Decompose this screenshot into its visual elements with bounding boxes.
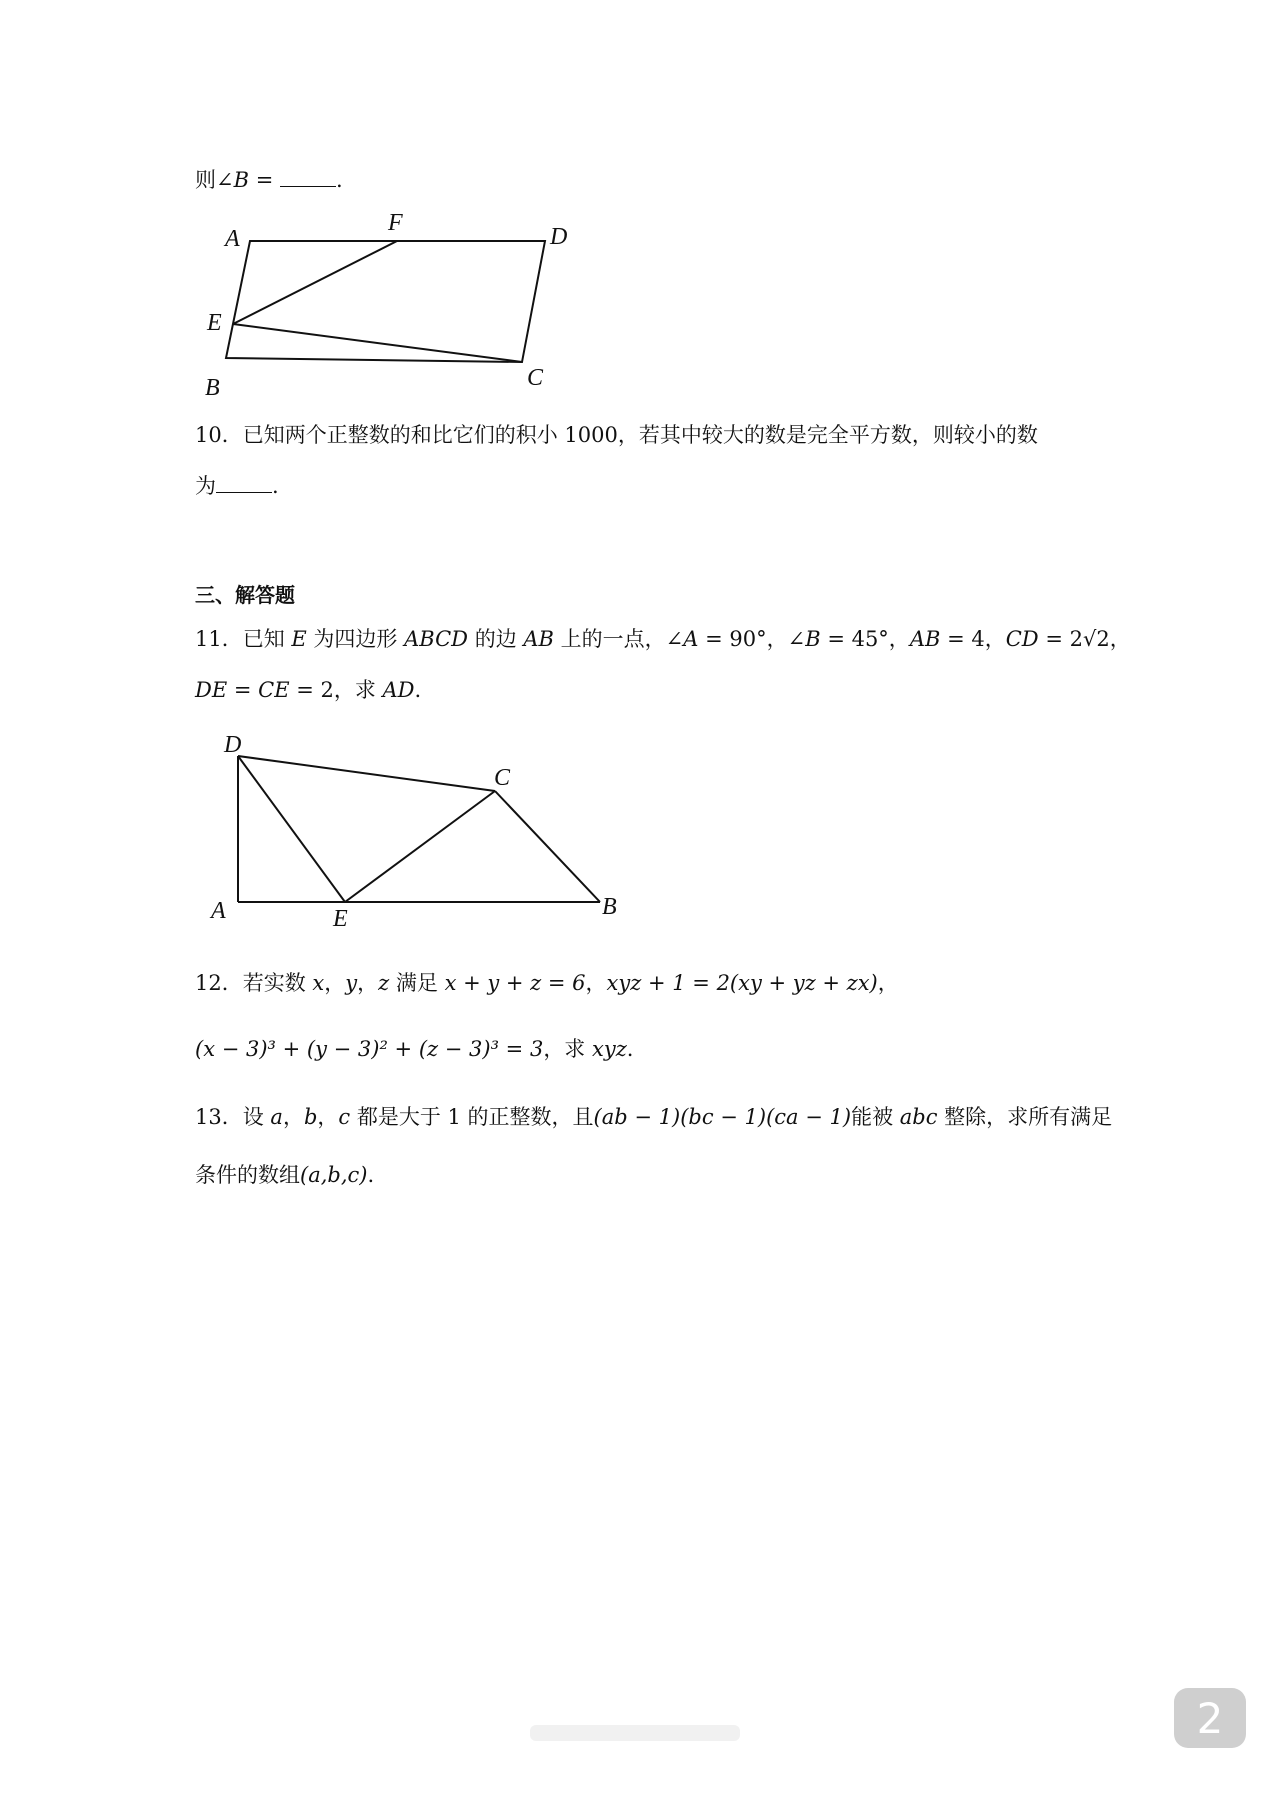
q9-var: B (233, 168, 250, 192)
q13-var-a: a (270, 1105, 283, 1129)
q10-line-2 (195, 471, 279, 501)
label-f: F (388, 210, 403, 236)
q13-var-abc: abc (899, 1105, 938, 1129)
section-heading: 三、解答题 (195, 583, 295, 607)
label-c: C (494, 765, 511, 791)
q12-line-2 (195, 1034, 633, 1064)
q13-c1: ， (282, 1105, 304, 1129)
label-e: E (333, 906, 348, 932)
q10-line-1: 10．已知两个正整数的和比它们的积小 1000，若其中较大的数是完全平方数，则较小的数 (195, 423, 1038, 447)
page-number-badge: 2 (1174, 1688, 1246, 1748)
q11-var-ab2: AB (909, 627, 941, 651)
figure-parallelogram (195, 210, 595, 410)
q13-var-b: b (303, 1105, 318, 1129)
q12-var-y: y (345, 971, 358, 995)
segment-de (238, 756, 345, 902)
q11-var-abcd: ABCD (404, 627, 469, 651)
q12-eq1: x + y + z = 6 (444, 971, 586, 995)
q9-eq: = (249, 168, 280, 192)
q12-c2: ， (357, 971, 379, 995)
q13-line-2 (195, 1160, 374, 1190)
q12-var-z: z (378, 971, 390, 995)
bottom-scroll-indicator[interactable] (530, 1725, 740, 1741)
q13-var-c: c (338, 1105, 351, 1129)
segment-ef (233, 241, 397, 324)
q13-t5: 条件的数组 (195, 1163, 300, 1187)
q13-t2: 都是大于 1 的正整数，且 (350, 1105, 594, 1129)
q11-line-2 (195, 675, 421, 705)
q11-t2: 为四边形 (306, 627, 405, 651)
q10-end: . (272, 474, 279, 498)
q12-eq2: xyz + 1 = 2(xy + yz + zx) (606, 971, 878, 995)
q13-expr: (ab − 1)(bc − 1)(ca − 1) (593, 1105, 852, 1129)
q12-t2: 满足 (389, 971, 445, 995)
q13-t3: 能被 (851, 1105, 900, 1129)
q11-angle-b: = 45°， (820, 627, 910, 651)
label-a: A (211, 898, 226, 924)
q11-line-1 (195, 624, 1131, 654)
q9-end: . (336, 168, 343, 192)
label-c: C (527, 365, 544, 391)
q11-var-b: B (805, 627, 821, 651)
q11-t3: 的边 (468, 627, 524, 651)
label-b: B (602, 894, 617, 920)
q11-cd-val: = 2√2， (1038, 627, 1131, 651)
q9-answer-line (195, 165, 343, 195)
q12-t1: 12．若实数 (195, 971, 313, 995)
q11-var-cd: CD (1005, 627, 1039, 651)
q12-line-1 (195, 968, 899, 998)
q13-c2: ， (317, 1105, 339, 1129)
q12-var-xyz: xyz (592, 1037, 627, 1061)
q9-answer-blank[interactable] (280, 166, 336, 187)
label-b: B (205, 375, 220, 401)
q11-var-a: A (683, 627, 699, 651)
label-a: A (225, 226, 240, 252)
segment-dc (238, 756, 495, 791)
q13-tuple: (a,b,c) (300, 1163, 368, 1187)
q13-t1: 13．设 (195, 1105, 271, 1129)
q11-eq1: = (227, 678, 259, 702)
q11-var-de: DE (195, 678, 228, 702)
q11-t4: 上的一点，∠ (553, 627, 684, 651)
q11-t1: 11．已知 (195, 627, 292, 651)
q11-end: . (414, 678, 422, 702)
q9-prefix: 则∠ (195, 168, 234, 192)
q12-c4: ， (877, 971, 899, 995)
segment-cb (495, 791, 600, 902)
q12-var-x: x (312, 971, 325, 995)
q11-ab-val: = 4， (940, 627, 1006, 651)
q11-angle-a: = 90°，∠ (698, 627, 806, 651)
q13-end: . (367, 1163, 375, 1187)
q12-c1: ， (324, 971, 346, 995)
q13-line-1 (195, 1102, 1112, 1132)
q11-var-ad: AD (382, 678, 415, 702)
q11-var-ce: CE (258, 678, 290, 702)
q10-prefix: 为 (195, 474, 216, 498)
label-d: D (550, 224, 568, 250)
q12-eq3: (x − 3)³ + (y − 3)² + (z − 3)³ = 3 (195, 1037, 544, 1061)
segment-ec (345, 791, 495, 902)
segment-ec (233, 324, 522, 362)
label-e: E (207, 310, 222, 336)
q13-t4: 整除，求所有满足 (937, 1105, 1113, 1129)
q11-var-e: E (291, 627, 307, 651)
q12-t3: ，求 (543, 1037, 592, 1061)
label-d: D (224, 732, 242, 758)
q10-answer-blank[interactable] (216, 472, 272, 493)
q11-t5: = 2，求 (289, 678, 383, 702)
q12-end: . (626, 1037, 634, 1061)
q12-c3: ， (585, 971, 607, 995)
figure-quadrilateral (195, 730, 635, 940)
q11-var-ab: AB (523, 627, 554, 651)
